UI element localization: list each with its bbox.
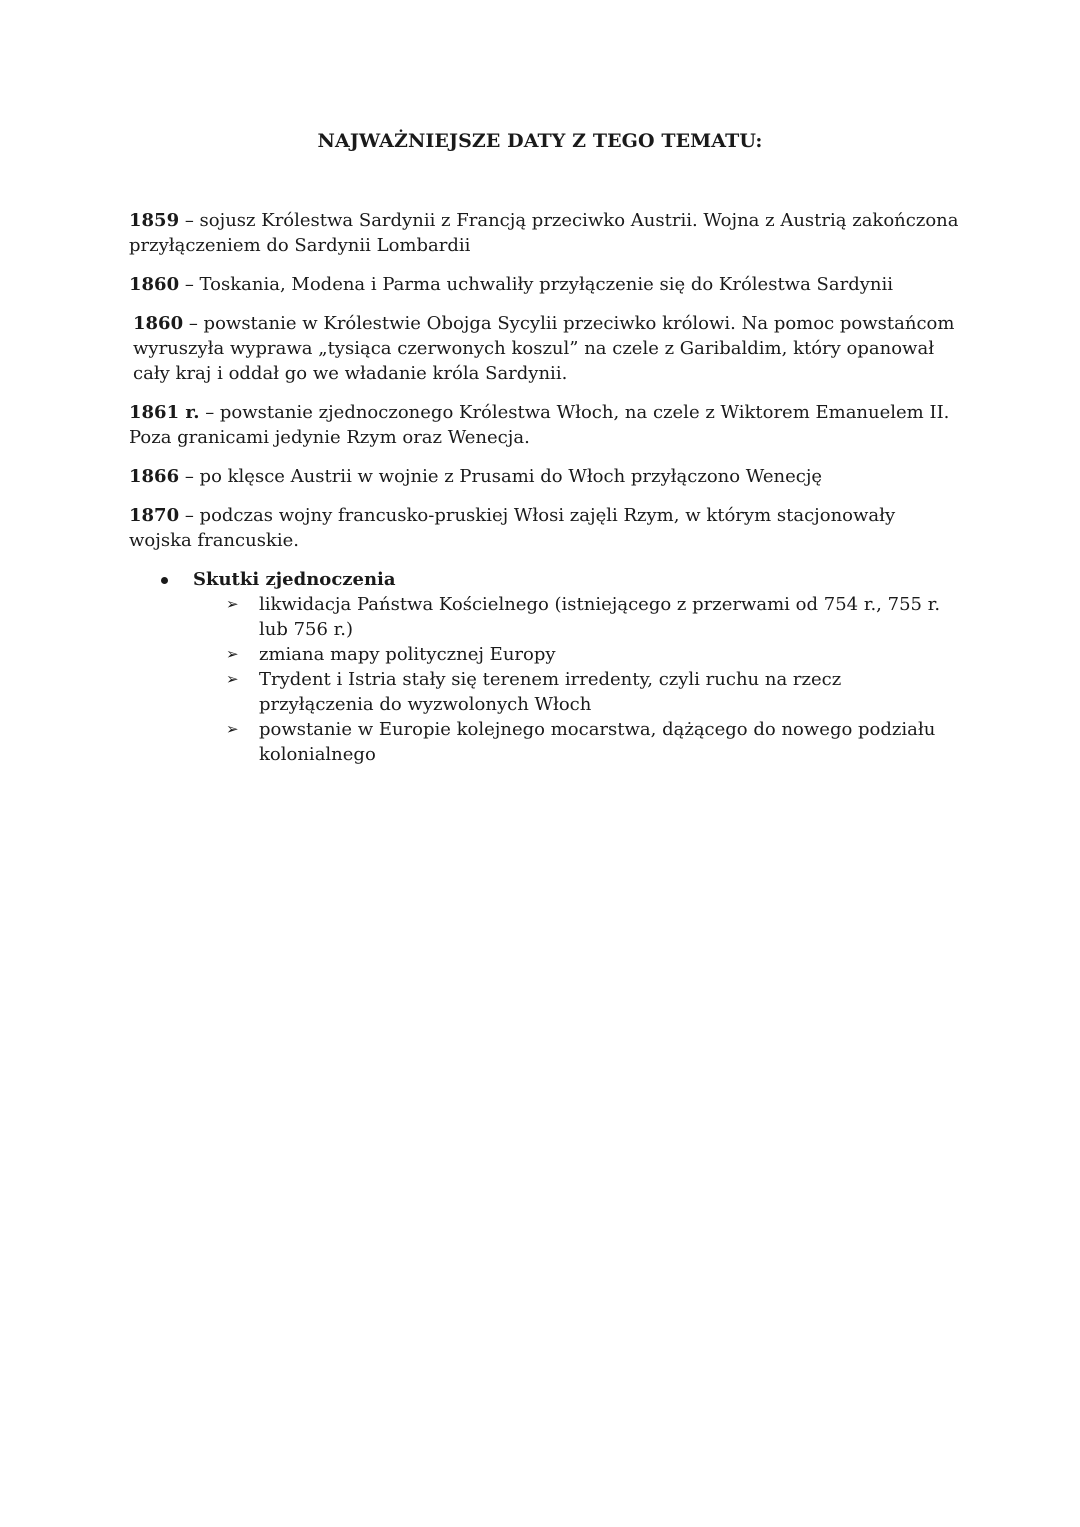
dates-list [129,208,959,767]
list-item [226,642,959,667]
date-entry-1860-b [129,311,959,386]
arrowhead-icon: ➢ [226,595,239,613]
entry-text: – podczas wojny francusko-pruskiej Włosi zajęli Rzym, w którym stacjonowały wojska francuskie. [129,505,896,551]
entry-year: 1859 [129,210,180,231]
entry-text: – po klęsce Austrii w wojnie z Prusami do Włoch przyłączono Wenecję [179,466,823,487]
list-item-text: likwidacja Państwa Kościelnego (istniejącego z przerwami od 754 r., 755 r. lub 756 r.) [259,594,941,640]
date-entry-1859 [129,208,959,258]
list-item-text: Trydent i Istria stały się terenem irredenty, czyli ruchu na rzecz przyłączenia do wyzwolonych Włoch [259,669,842,715]
entry-year: 1861 r. [129,402,200,423]
entry-text: – powstanie zjednoczonego Królestwa Włoch, na czele z Wiktorem Emanuelem II. Poza granicami jedynie Rzym oraz Wenecja. [129,402,950,448]
effects-heading: Skutki zjednoczenia [193,569,396,590]
entry-text: – Toskania, Modena i Parma uchwaliły przyłączenie się do Królestwa Sardynii [179,274,894,295]
list-item [226,592,959,642]
date-entry-1860-a [129,272,959,297]
entry-year: 1870 [129,505,180,526]
arrowhead-icon: ➢ [226,645,239,663]
list-item [226,717,959,767]
list-item [226,667,959,717]
entry-year: 1866 [129,466,180,487]
effects-list [129,592,959,767]
arrowhead-icon: ➢ [226,670,239,688]
list-item-text: powstanie w Europie kolejnego mocarstwa, dążącego do nowego podziału kolonialnego [259,719,936,765]
entry-text: – powstanie w Królestwie Obojga Sycylii przeciwko królowi. Na pomoc powstańcom wyruszyła wyprawa „tysiąca czerwonych koszul” na czele z Garibaldim, który opanował cały kraj i oddał go we władanie króla Sardynii. [133,313,955,384]
bullet-dot-icon [161,577,168,584]
entry-text: – sojusz Królestwa Sardynii z Francją przeciwko Austrii. Wojna z Austrią zakończona przyłączeniem do Sardynii Lombardii [129,210,959,256]
entry-year: 1860 [129,274,180,295]
date-entry-1861 [129,400,959,450]
arrowhead-icon: ➢ [226,720,239,738]
date-entry-1866 [129,464,959,489]
effects-heading-row [129,567,959,592]
entry-year: 1860 [133,313,184,334]
list-item-text: zmiana mapy politycznej Europy [259,644,556,665]
page-title: NAJWAŻNIEJSZE DATY Z TEGO TEMATU: [317,130,763,152]
date-entry-1870 [129,503,959,553]
effects-section [129,567,959,767]
